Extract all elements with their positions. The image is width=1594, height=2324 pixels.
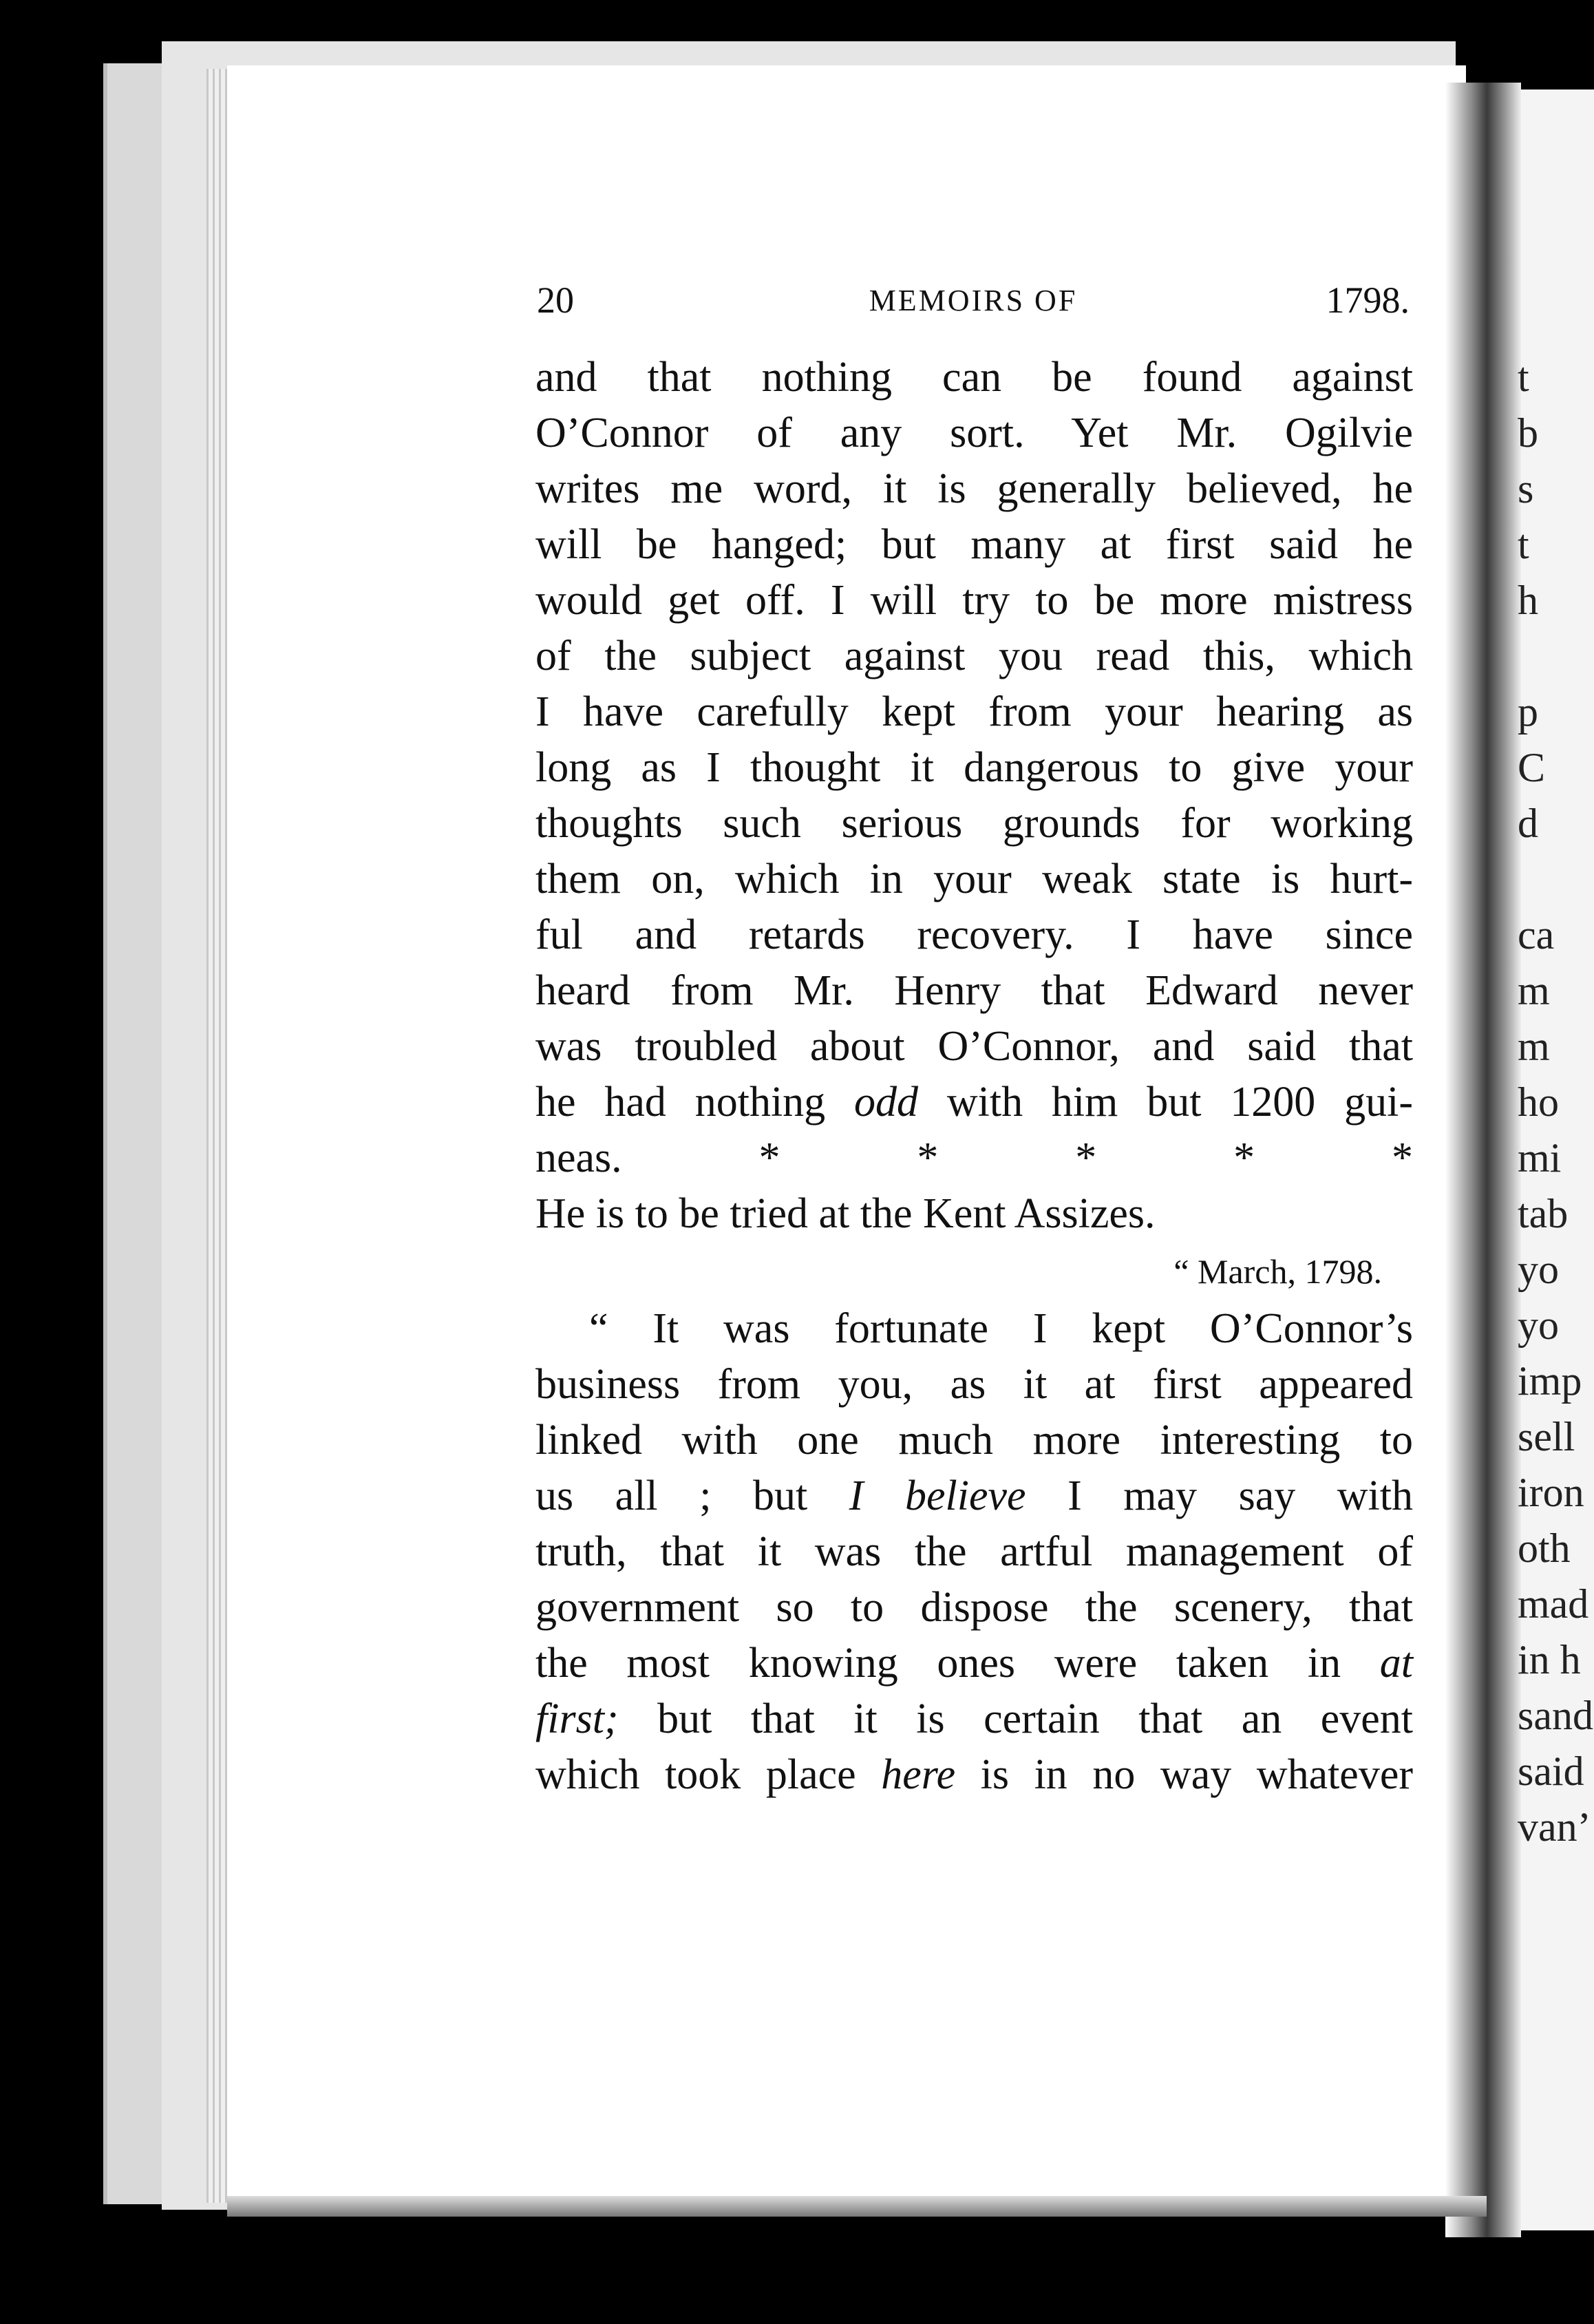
text-line: linked with one much more interesting to [535, 1417, 1413, 1464]
running-title: MEMOIRS OF [869, 284, 1078, 317]
text-line: was troubled about O’Connor, and said that [535, 1023, 1413, 1070]
facing-fragment: C [1518, 745, 1546, 790]
body-text [535, 350, 1413, 1803]
text-line-odd: he had nothing odd with him but 1200 gui- [535, 1079, 1413, 1126]
text-line: business from you, as it at first appeared [535, 1361, 1413, 1408]
facing-fragment: said [1518, 1749, 1584, 1794]
asterisk: * [917, 1134, 939, 1181]
italic-first: first; [535, 1696, 619, 1742]
text-line-asterisks [535, 1130, 1413, 1186]
facing-fragment: h [1518, 578, 1538, 623]
text-line: O’Connor of any sort. Yet Mr. Ogilvie [535, 410, 1413, 456]
facing-fragment: d [1518, 801, 1538, 846]
facing-fragment: ho [1518, 1079, 1559, 1125]
facing-fragment: ca [1518, 912, 1555, 958]
text-line: would get off. I will try to be more mistress [535, 577, 1413, 624]
text-line-at: the most knowing ones were taken in at [535, 1640, 1413, 1687]
text-line-first: first; but that it is certain that an event [535, 1696, 1413, 1742]
facing-fragment: s [1518, 466, 1534, 511]
asterisk: * [1391, 1134, 1413, 1181]
word-neas: neas. [535, 1134, 622, 1181]
facing-fragment: in h [1518, 1637, 1581, 1682]
text-line: of the subject against you read this, which [535, 633, 1413, 679]
italic-i-believe: I believe [849, 1472, 1026, 1519]
facing-fragment: yo [1518, 1302, 1559, 1348]
text-line: I have carefully kept from your hearing as [535, 688, 1413, 735]
facing-fragment: p [1518, 689, 1538, 735]
text-line: and that nothing can be found against [535, 354, 1413, 401]
asterisk: * [1233, 1134, 1255, 1181]
text-line: will be hanged; but many at first said he [535, 521, 1413, 568]
facing-fragment: yo [1518, 1247, 1559, 1292]
facing-fragment: imp [1518, 1358, 1582, 1404]
text-line: truth, that it was the artful management of [535, 1528, 1413, 1575]
facing-fragment: b [1518, 410, 1538, 456]
facing-page-text [1518, 350, 1594, 1855]
text-line: them on, which in your weak state is hurt- [535, 856, 1413, 902]
text-line: long as I thought it dangerous to give your [535, 744, 1413, 791]
text-line: “ It was fortunate I kept O’Connor’s [589, 1305, 1413, 1352]
italic-at: at [1379, 1640, 1413, 1687]
facing-fragment [1518, 628, 1594, 684]
letter-dateline: “ March, 1798. [1173, 1252, 1382, 1291]
text-line: heard from Mr. Henry that Edward never [535, 967, 1413, 1014]
facing-fragment: m [1518, 1024, 1550, 1069]
text-line: writes me word, it is generally believed, he [535, 465, 1413, 512]
facing-fragment: m [1518, 968, 1550, 1013]
asterisk: * [758, 1134, 780, 1181]
facing-fragment: tab [1518, 1191, 1569, 1236]
page-number: 20 [537, 279, 574, 321]
text-line-kent: He is to be tried at the Kent Assizes. [535, 1190, 1156, 1237]
running-year: 1798. [1326, 279, 1410, 321]
facing-fragment: sell [1518, 1414, 1575, 1459]
asterisk: * [1075, 1134, 1097, 1181]
book-gutter [1445, 83, 1521, 2237]
facing-fragment: t [1518, 355, 1529, 400]
italic-here: here [881, 1751, 956, 1798]
facing-fragment: van’ [1518, 1804, 1591, 1850]
italic-odd: odd [854, 1079, 919, 1126]
facing-fragment: t [1518, 522, 1529, 567]
page-bottom-edge [227, 2196, 1487, 2217]
running-head [537, 279, 1410, 327]
facing-fragment: oth [1518, 1525, 1571, 1571]
text-line-here: which took place here is in no way whatever [535, 1751, 1413, 1798]
text-line: government so to dispose the scenery, that [535, 1584, 1413, 1631]
facing-fragment: sand [1518, 1693, 1593, 1738]
text-line: thoughts such serious grounds for working [535, 800, 1413, 847]
facing-fragment: mad [1518, 1581, 1589, 1627]
text-line-believe: us all ; but I believe I may say with [535, 1472, 1414, 1519]
facing-fragment: mi [1518, 1135, 1562, 1181]
text-line: ful and retards recovery. I have since [535, 911, 1413, 958]
facing-fragment [1518, 852, 1594, 907]
facing-fragment: iron [1518, 1470, 1584, 1515]
